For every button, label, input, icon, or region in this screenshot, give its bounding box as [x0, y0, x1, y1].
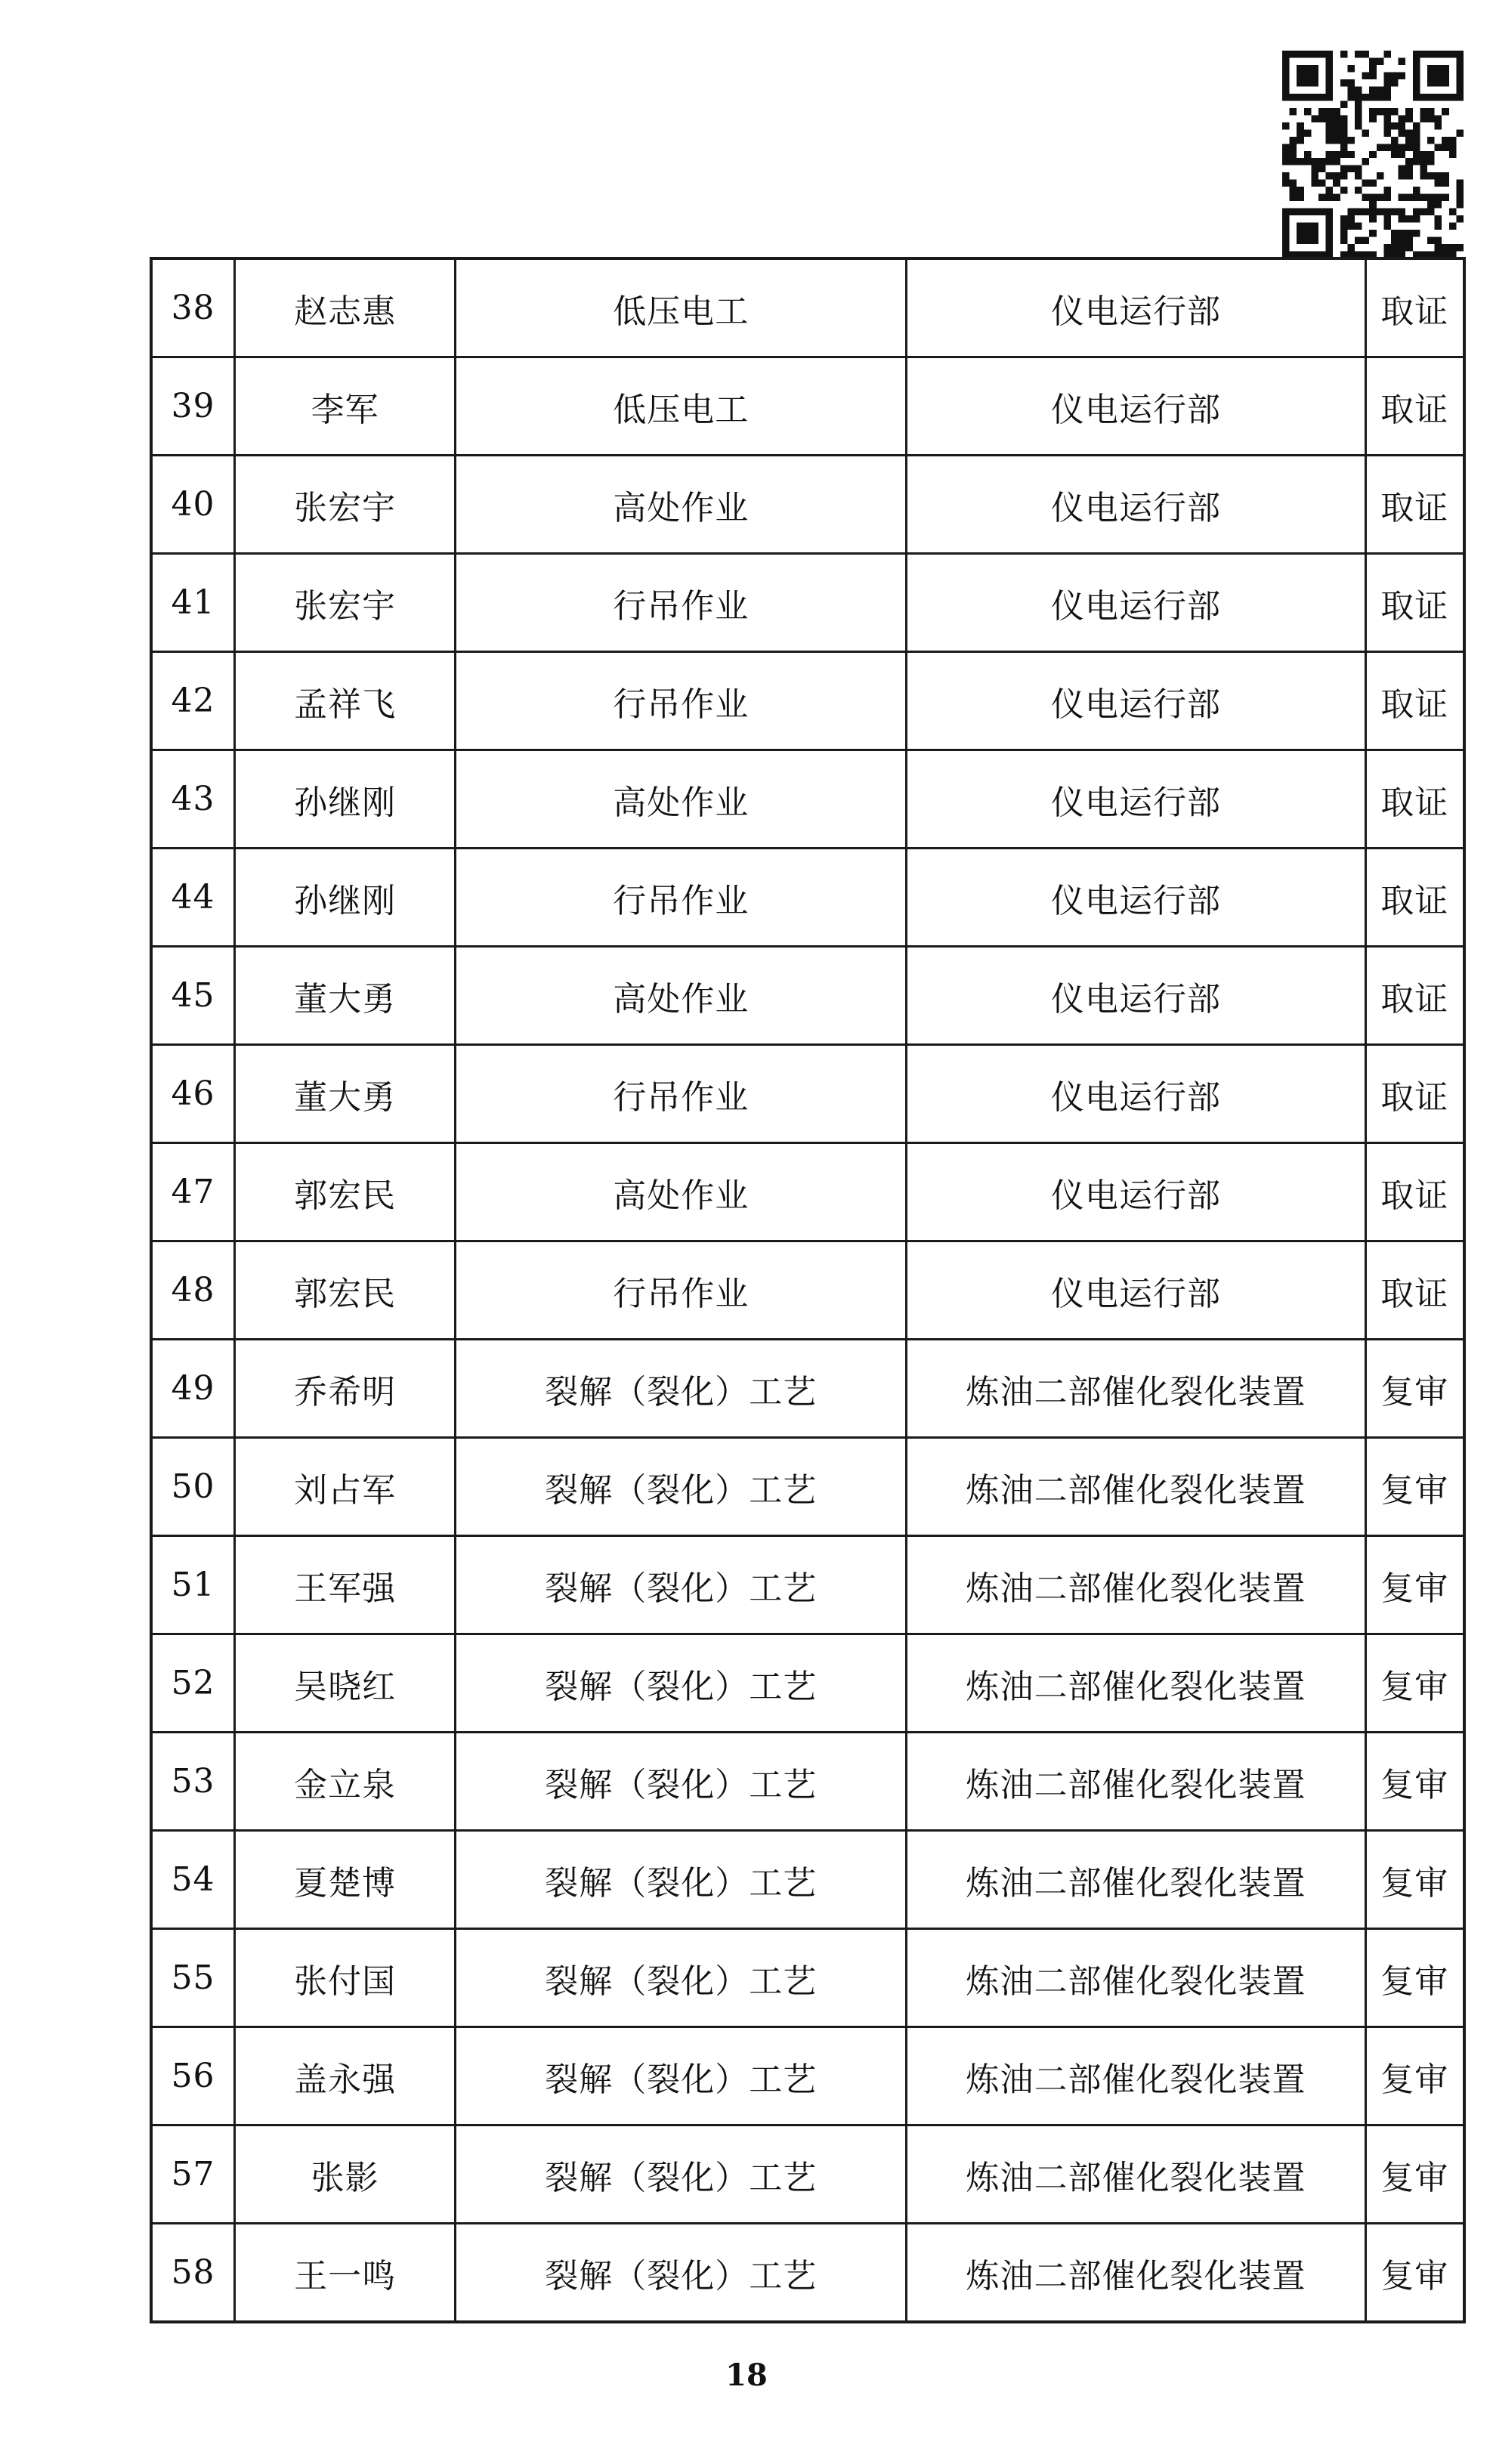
department: 仪电运行部 — [907, 652, 1365, 750]
table-row — [151, 1143, 1464, 1241]
operation-item: 行吊作业 — [456, 849, 907, 947]
department: 炼油二部催化裂化装置 — [907, 1340, 1365, 1438]
certificate-type: 复审 — [1365, 1929, 1464, 2027]
row-number: 45 — [151, 947, 235, 1045]
person-name: 金立泉 — [235, 1733, 456, 1831]
person-name: 孟祥飞 — [235, 652, 456, 750]
department: 炼油二部催化裂化装置 — [907, 1733, 1365, 1831]
person-name: 夏楚博 — [235, 1831, 456, 1929]
table-row — [151, 456, 1464, 554]
operation-item: 裂解（裂化）工艺 — [456, 1340, 907, 1438]
row-number: 55 — [151, 1929, 235, 2027]
person-name: 赵志惠 — [235, 258, 456, 357]
department: 仪电运行部 — [907, 1143, 1365, 1241]
table-row — [151, 2224, 1464, 2323]
row-number: 57 — [151, 2125, 235, 2224]
table-row — [151, 947, 1464, 1045]
person-name: 董大勇 — [235, 947, 456, 1045]
certificate-type: 取证 — [1365, 357, 1464, 456]
person-name: 李军 — [235, 357, 456, 456]
person-name: 张宏宇 — [235, 554, 456, 652]
table-row — [151, 1929, 1464, 2027]
row-number: 50 — [151, 1438, 235, 1536]
operation-item: 裂解（裂化）工艺 — [456, 1536, 907, 1634]
operation-item: 裂解（裂化）工艺 — [456, 2027, 907, 2125]
certificate-type: 复审 — [1365, 1536, 1464, 1634]
table-row — [151, 750, 1464, 849]
department: 仪电运行部 — [907, 750, 1365, 849]
table-row — [151, 554, 1464, 652]
person-name: 张影 — [235, 2125, 456, 2224]
person-name: 吴晓红 — [235, 1634, 456, 1733]
certificate-type: 取证 — [1365, 947, 1464, 1045]
table-row — [151, 849, 1464, 947]
operation-item: 裂解（裂化）工艺 — [456, 2224, 907, 2323]
row-number: 42 — [151, 652, 235, 750]
certificate-type: 取证 — [1365, 849, 1464, 947]
certificate-type: 复审 — [1365, 1340, 1464, 1438]
department: 炼油二部催化裂化装置 — [907, 2125, 1365, 2224]
qr-code — [1282, 51, 1464, 258]
row-number: 44 — [151, 849, 235, 947]
department: 炼油二部催化裂化装置 — [907, 2224, 1365, 2323]
department: 炼油二部催化裂化装置 — [907, 1634, 1365, 1733]
row-number: 48 — [151, 1241, 235, 1340]
operation-item: 裂解（裂化）工艺 — [456, 2125, 907, 2224]
operation-item: 裂解（裂化）工艺 — [456, 1438, 907, 1536]
operation-item: 高处作业 — [456, 750, 907, 849]
department: 仪电运行部 — [907, 1045, 1365, 1143]
certificate-type: 取证 — [1365, 1241, 1464, 1340]
department: 炼油二部催化裂化装置 — [907, 1831, 1365, 1929]
person-name: 孙继刚 — [235, 849, 456, 947]
row-number: 53 — [151, 1733, 235, 1831]
table-row — [151, 1340, 1464, 1438]
operation-item: 行吊作业 — [456, 1241, 907, 1340]
table-row — [151, 2027, 1464, 2125]
table-row — [151, 1831, 1464, 1929]
certificate-type: 复审 — [1365, 2224, 1464, 2323]
department: 炼油二部催化裂化装置 — [907, 1438, 1365, 1536]
operation-item: 裂解（裂化）工艺 — [456, 1929, 907, 2027]
table-row — [151, 1733, 1464, 1831]
row-number: 52 — [151, 1634, 235, 1733]
row-number: 41 — [151, 554, 235, 652]
certificate-type: 取证 — [1365, 1045, 1464, 1143]
department: 仪电运行部 — [907, 849, 1365, 947]
certificate-type: 复审 — [1365, 1634, 1464, 1733]
row-number: 58 — [151, 2224, 235, 2323]
table-row — [151, 258, 1464, 357]
person-name: 孙继刚 — [235, 750, 456, 849]
certificate-type: 复审 — [1365, 2125, 1464, 2224]
row-number: 40 — [151, 456, 235, 554]
page-number: 18 — [725, 2357, 768, 2393]
operation-item: 高处作业 — [456, 456, 907, 554]
row-number: 38 — [151, 258, 235, 357]
operation-item: 高处作业 — [456, 1143, 907, 1241]
table-row — [151, 1634, 1464, 1733]
operation-item: 低压电工 — [456, 357, 907, 456]
certificate-type: 取证 — [1365, 750, 1464, 849]
operation-item: 裂解（裂化）工艺 — [456, 1634, 907, 1733]
certificate-type: 复审 — [1365, 2027, 1464, 2125]
certificate-type: 取证 — [1365, 652, 1464, 750]
certificate-type: 复审 — [1365, 1733, 1464, 1831]
department: 仪电运行部 — [907, 456, 1365, 554]
row-number: 39 — [151, 357, 235, 456]
table-row — [151, 1536, 1464, 1634]
person-name: 张付国 — [235, 1929, 456, 2027]
certificate-type: 取证 — [1365, 456, 1464, 554]
operation-item: 行吊作业 — [456, 652, 907, 750]
person-name: 张宏宇 — [235, 456, 456, 554]
person-name: 刘占军 — [235, 1438, 456, 1536]
department: 炼油二部催化裂化装置 — [907, 1536, 1365, 1634]
person-name: 王一鸣 — [235, 2224, 456, 2323]
row-number: 54 — [151, 1831, 235, 1929]
operation-item: 裂解（裂化）工艺 — [456, 1733, 907, 1831]
certificate-type: 取证 — [1365, 1143, 1464, 1241]
table-row — [151, 1438, 1464, 1536]
person-name: 盖永强 — [235, 2027, 456, 2125]
row-number: 46 — [151, 1045, 235, 1143]
row-number: 49 — [151, 1340, 235, 1438]
person-name: 郭宏民 — [235, 1241, 456, 1340]
operation-item: 裂解（裂化）工艺 — [456, 1831, 907, 1929]
roster-table — [150, 257, 1466, 2323]
operation-item: 高处作业 — [456, 947, 907, 1045]
person-name: 乔希明 — [235, 1340, 456, 1438]
row-number: 47 — [151, 1143, 235, 1241]
table-row — [151, 1045, 1464, 1143]
certificate-type: 取证 — [1365, 554, 1464, 652]
operation-item: 行吊作业 — [456, 1045, 907, 1143]
row-number: 51 — [151, 1536, 235, 1634]
table-row — [151, 2125, 1464, 2224]
person-name: 董大勇 — [235, 1045, 456, 1143]
department: 仪电运行部 — [907, 554, 1365, 652]
department: 仪电运行部 — [907, 357, 1365, 456]
row-number: 56 — [151, 2027, 235, 2125]
certificate-type: 复审 — [1365, 1438, 1464, 1536]
certificate-type: 复审 — [1365, 1831, 1464, 1929]
table-row — [151, 1241, 1464, 1340]
department: 炼油二部催化裂化装置 — [907, 1929, 1365, 2027]
department: 仪电运行部 — [907, 1241, 1365, 1340]
person-name: 郭宏民 — [235, 1143, 456, 1241]
department: 炼油二部催化裂化装置 — [907, 2027, 1365, 2125]
certificate-type: 取证 — [1365, 258, 1464, 357]
person-name: 王军强 — [235, 1536, 456, 1634]
operation-item: 行吊作业 — [456, 554, 907, 652]
operation-item: 低压电工 — [456, 258, 907, 357]
department: 仪电运行部 — [907, 947, 1365, 1045]
table-row — [151, 652, 1464, 750]
row-number: 43 — [151, 750, 235, 849]
department: 仪电运行部 — [907, 258, 1365, 357]
table-row — [151, 357, 1464, 456]
